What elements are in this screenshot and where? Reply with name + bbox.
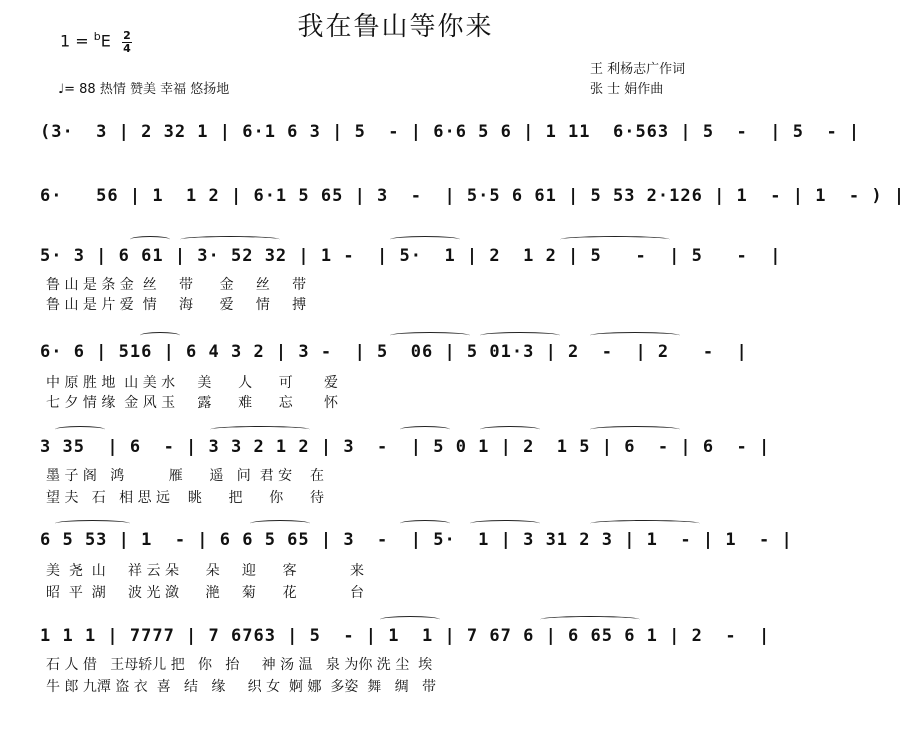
lyric-verse-1: 鲁 山 是 条 金 丝 带 金 丝 带 [46, 277, 307, 293]
slur-mark [55, 426, 105, 433]
slur-mark [590, 426, 680, 433]
slur-mark [400, 426, 450, 433]
key-signature [60, 30, 132, 54]
lyric-verse-2: 昭 平 湖 波 光 潋 滟 菊 花 台 [46, 585, 365, 601]
lyric-verse-1: 墨 子 阁 鸿 雁 遥 问 君 安 在 [46, 468, 324, 484]
notation-line: 6 5 53 | 1 - | 6 6 5 65 | 3 - | 5· 1 | 3 31 2 3 | 1 - | 1 - | [40, 530, 793, 550]
lyric-verse-2: 鲁 山 是 片 爱 情 海 爱 情 搏 [46, 297, 307, 313]
slur-mark [250, 520, 310, 527]
slur-mark [380, 616, 440, 623]
lyric-verse-1: 美 尧 山 祥 云 朵 朵 迎 客 来 [46, 563, 365, 579]
lyric-verse-2: 七 夕 情 缘 金 风 玉 露 难 忘 怀 [46, 395, 338, 411]
slur-mark [540, 616, 640, 623]
credits [590, 60, 685, 100]
lyric-verse-1: 石 人 借 王母轿儿 把 你 抬 神 汤 温 泉 为你 洗 尘 埃 [46, 657, 433, 673]
slur-mark [390, 332, 470, 339]
lyric-verse-2: 牛 郎 九潭 盗 衣 喜 结 缘 织 女 婀 娜 多姿 舞 绸 带 [46, 679, 436, 695]
slur-mark [480, 426, 540, 433]
slur-mark [140, 332, 180, 339]
slur-mark [560, 236, 670, 243]
slur-mark [590, 520, 700, 527]
lyric-verse-2: 望 夫 石 相 思 远 眺 把 你 待 [46, 490, 324, 506]
notation-line: 3 35 | 6 - | 3 3 2 1 2 | 3 - | 5 0 1 | 2 1 5 | 6 - | 6 - | [40, 437, 771, 457]
notation-line: 5· 3 | 6 61 | 3· 52 32 | 1 - | 5· 1 | 2 1 2 | 5 - | 5 - | [40, 246, 782, 266]
tempo-marking [58, 78, 229, 97]
time-top: 2 [123, 29, 131, 42]
slur-mark [130, 236, 170, 243]
notation-line: 6· 56 | 1 1 2 | 6·1 5 65 | 3 - | 5·5 6 61 | 5 53 2·126 | 1 - | 1 - ) | [40, 186, 905, 206]
lyric-verse-1: 中 原 胜 地 山 美 水 美 人 可 爱 [46, 375, 338, 391]
composer: 张 士 娟作曲 [590, 82, 664, 97]
notation-line: 6· 6 | 516 | 6 4 3 2 | 3 - | 5 06 | 5 01·3 | 2 - | 2 - | [40, 342, 748, 362]
lyricist: 王 利杨志广作词 [590, 62, 686, 77]
notation-line: 1 1 1 | 7777 | 7 6763 | 5 - | 1 1 | 7 67 6 | 6 65 6 1 | 2 - | [40, 626, 771, 646]
slur-mark [180, 236, 280, 243]
time-bottom: 4 [123, 42, 131, 55]
flat-sign: b [93, 30, 101, 44]
time-signature [122, 30, 132, 54]
key-prefix: 1 = [60, 31, 89, 51]
page-title: 我在鲁山等你来 [297, 12, 494, 42]
notation-line: (3· 3 | 2 32 1 | 6·1 6 3 | 5 - | 6·6 5 6 | 1 11 6·563 | 5 - | 5 - | [40, 122, 861, 142]
slur-mark [470, 520, 540, 527]
slur-mark [400, 520, 450, 527]
slur-mark [480, 332, 560, 339]
slur-mark [590, 332, 680, 339]
slur-mark [210, 426, 310, 433]
expression-text: 热情 赞美 幸福 悠扬地 [99, 82, 230, 97]
tempo-value: ♩= 88 [58, 82, 96, 97]
slur-mark [390, 236, 460, 243]
slur-mark [55, 520, 130, 527]
key-note: E [100, 31, 111, 51]
